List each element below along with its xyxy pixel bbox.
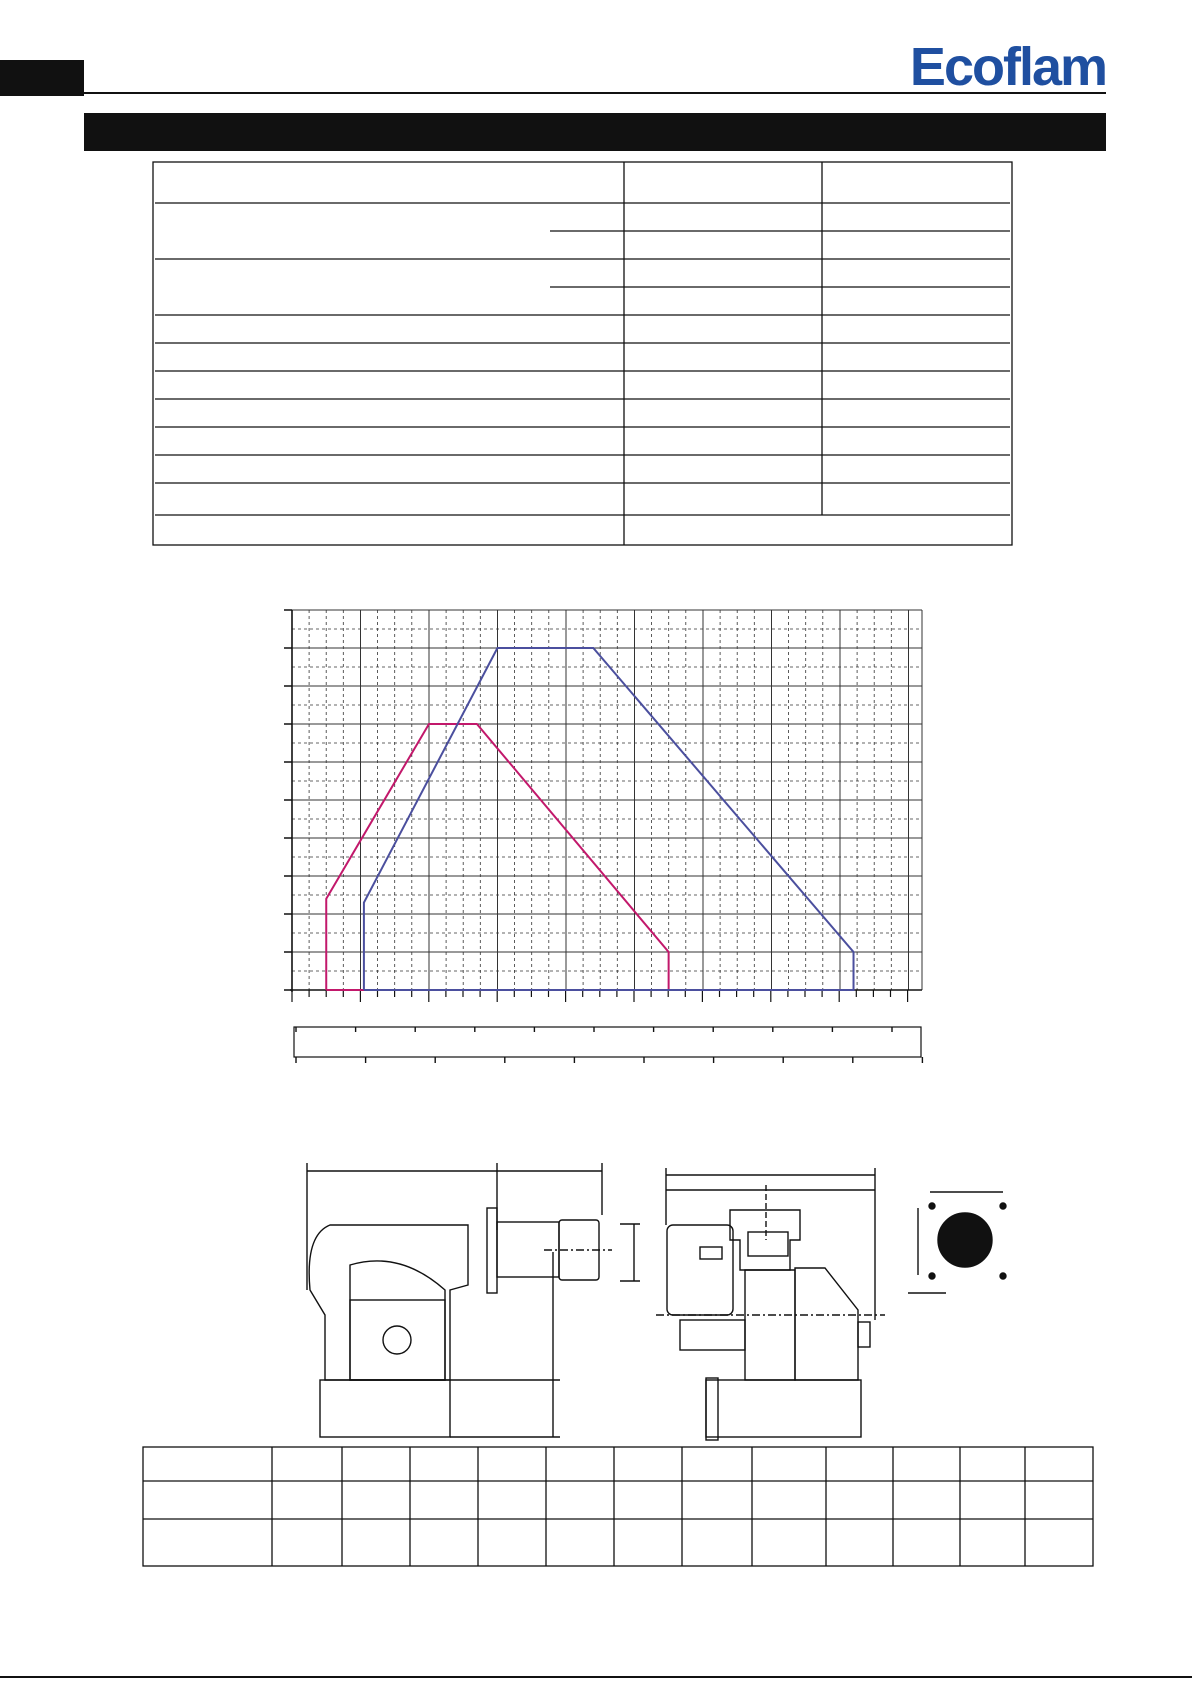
burner-front-view — [656, 1168, 885, 1440]
air-intake-grille — [748, 1232, 788, 1256]
brand-logo: Ecoflam — [909, 37, 1106, 97]
bolt-hole — [929, 1203, 935, 1209]
fan-housing-outline — [309, 1225, 468, 1380]
spec-table-frame — [153, 162, 1012, 545]
bolt-hole — [929, 1273, 935, 1279]
scale-strip-frame — [294, 1027, 921, 1057]
front-pedestal — [706, 1380, 861, 1437]
blast-tube-opening — [938, 1213, 992, 1267]
control-box-front — [350, 1300, 445, 1380]
working-field-chart — [284, 610, 922, 1002]
motor-cover-outline — [350, 1261, 445, 1380]
bolt-hole — [1000, 1203, 1006, 1209]
chart-y-ticks — [284, 610, 292, 990]
bolt-hole — [1000, 1273, 1006, 1279]
fan-body — [745, 1270, 795, 1380]
dimensions-table-frame — [143, 1447, 1093, 1566]
control-panel-switches — [700, 1247, 722, 1259]
burner-side-view — [307, 1163, 640, 1437]
secondary-scale-strip — [294, 1027, 921, 1057]
boiler-plate-drilling — [908, 1192, 1006, 1293]
spec-table — [153, 162, 1012, 545]
motor-cylinder — [680, 1320, 745, 1350]
motor-housing — [795, 1268, 858, 1380]
mounting-flange — [487, 1208, 497, 1293]
chart-x-ticks — [292, 990, 908, 1002]
control-panel — [667, 1225, 733, 1315]
air-inlet-housing — [730, 1210, 800, 1270]
dimensions-table — [143, 1447, 1093, 1566]
cable-gland — [858, 1322, 870, 1347]
footer-rule — [0, 1676, 1192, 1678]
burner-pedestal — [320, 1380, 450, 1437]
pedestal-flange — [706, 1378, 718, 1440]
junction-box-symbol — [383, 1326, 411, 1354]
